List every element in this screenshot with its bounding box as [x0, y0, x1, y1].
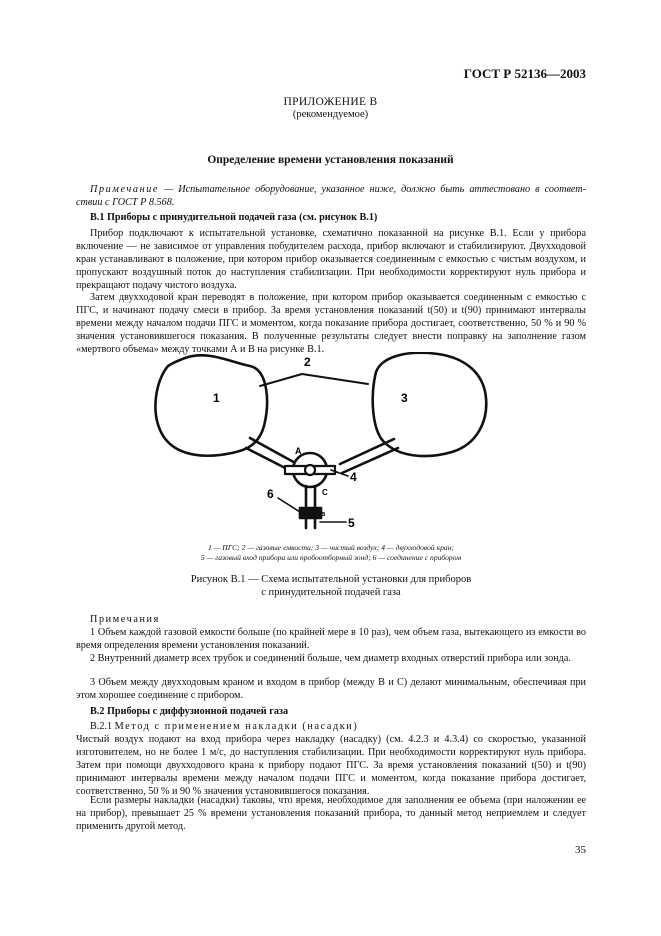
gas-container-1 [155, 355, 267, 455]
b2-heading: В.2 Приборы с диффузионной подачей газа [90, 706, 289, 717]
figure-title-line-1: Рисунок В.1 — Схема испытательной установки для приборов [190, 574, 472, 585]
valve-center [305, 465, 315, 475]
note-1: 1 Объем каждой газовой емкости больше (по крайней мере в 10 раз), чем объем газа, вытекающего из емкости во время определения времени установления показаний. [76, 627, 586, 651]
label-3: 3 [401, 391, 408, 405]
appendix-subtitle: (рекомендуемое) [292, 109, 369, 120]
b1-heading: В.1 Приборы с принудительной подачей газа (см. рисунок В.1) [90, 212, 378, 223]
top-note-label: Примечание [90, 184, 160, 195]
note-2: 2 Внутренний диаметр всех трубок и соединений больше, чем диаметр входных отверстий прибора или зонда. [90, 653, 571, 664]
instrument-connection [300, 508, 321, 518]
test-setup-diagram [150, 352, 510, 542]
b2-paragraph-2: Если размеры накладки (насадки) таковы, что время, необходимое для заполнения ее объема (при наложении ее на прибор), превышает 25 % времени установления показаний прибора, то данный метод неприемлем и следует применить другой метод. [76, 795, 586, 832]
figure-legend-line-2: 5 — газовый вход прибора или пробоотборный зонд; 6 — соединение с прибором [200, 553, 462, 562]
b2-1-heading [76, 721, 586, 734]
standard-number: ГОСТ Р 52136—2003 [463, 66, 586, 81]
section-title: Определение времени установления показаний [207, 154, 454, 166]
point-c: C [322, 488, 328, 497]
top-note [76, 184, 586, 210]
figure-title-line-2: с принудительной подачей газа [261, 587, 401, 598]
point-b: в [321, 511, 326, 518]
b2-1-number: В.2.1 [90, 721, 113, 732]
label-6: 6 [267, 487, 274, 501]
tube-right [340, 439, 394, 464]
top-note-text: — Испытательное оборудование, указанное ниже, должно быть аттестовано в соответ- ствии с ГОСТ Р 8.568. [76, 184, 586, 208]
label-1: 1 [213, 391, 220, 405]
b2-1-title: Метод с применением накладки (насадки) [114, 721, 359, 732]
b1-paragraph-1: Прибор подключают к испытательной установке, схематично показанной на рисунке В.1. Если у прибора включение — не зависимое от управления побудителем расхода, прибор включают и стабилизируют. Двухходовой кран устанавливают в положение, при котором прибор оказывается соединенным с емкостью с чистым воздухом, и пропускают воздушный поток до наступления стабилизации. При необходимости корректируют нуль прибора и прекращают подачу чистого воздуха. [76, 228, 586, 291]
leader-2 [260, 374, 368, 386]
page-number: 35 [575, 844, 586, 856]
label-5: 5 [348, 516, 355, 530]
label-2: 2 [304, 355, 311, 369]
b1-paragraph-2: Затем двухходовой кран переводят в положение, при котором прибор оказывается соединенным с емкостью с ПГС, и начинают подачу смеси в прибор. За время установления показаний t(50) и t(90) принимают интервалы времени между началом подачи ПГС и моментом, когда показание прибора достигает, соответственно, 50 % и 90 % значения установившегося показания. В полученные результаты следует внести поправку на заполнение газом «мертвого объема» между точками А и В на рисунке В.1. [76, 292, 586, 355]
note-3: 3 Объем между двухходовым краном и входом в прибор (между В и С) делают минимальным, обеспечивая при этом хорошее соединение с прибором. [76, 677, 586, 701]
leader-6 [278, 498, 300, 512]
notes-label: Примечания [90, 614, 160, 625]
appendix-title: ПРИЛОЖЕНИЕ В [283, 96, 378, 108]
b2-paragraph-1: Чистый воздух подают на вход прибора через накладку (насадку) (см. 4.2.3 и 4.3.4) со скоростью, указанной изготовителем, но не более 1 м/с, до наступления стабилизации. При необходимости корректируют нуль прибора. Затем при помощи двухходового крана к прибору подают ПГС. За время установления показаний t(50) и t(90) принимают интервалы времени между началом подачи ПГС и моментом, когда показание прибора достигает, соответственно, 50 % и 90 % значения установившегося показания. [76, 734, 586, 797]
tube-left [250, 438, 299, 465]
point-a: A [295, 446, 302, 456]
label-4: 4 [350, 470, 357, 484]
figure-legend-line-1: 1 — ПГС; 2 — газовые емкости; 3 — чистый воздух; 4 — двухходовой кран; [207, 543, 455, 552]
